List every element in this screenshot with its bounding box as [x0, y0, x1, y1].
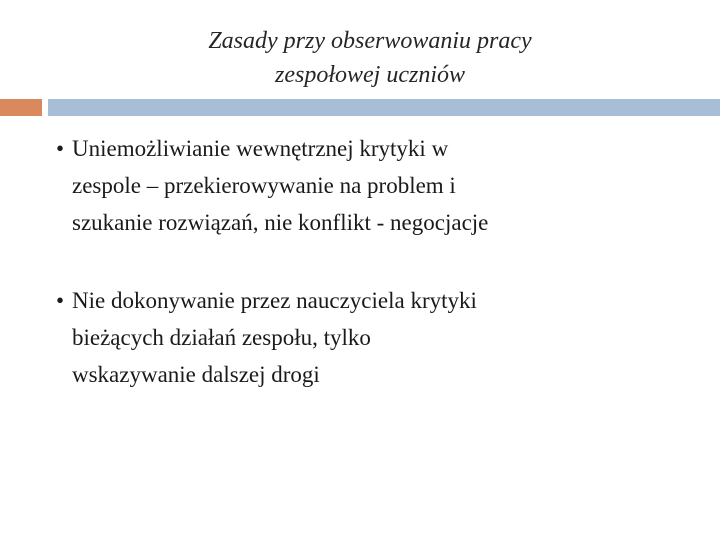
- accent-bar-orange: [0, 99, 42, 116]
- bullet-1-line-1: Uniemożliwianie wewnętrznej krytyki w: [72, 136, 449, 161]
- slide-title: [0, 24, 720, 92]
- bullet-2-line-1: Nie dokonywanie przez nauczyciela krytyki: [72, 288, 477, 313]
- bullet-item-1: [56, 130, 676, 241]
- bullet-2-line-3: wskazywanie dalszej drogi: [72, 362, 320, 387]
- bullet-1-line-2: zespole – przekierowywanie na problem i: [72, 173, 456, 198]
- accent-bar-blue: [48, 99, 720, 116]
- slide-title-line-2: zespołowej uczniów: [275, 62, 465, 88]
- bullet-icon: •: [56, 136, 65, 161]
- bullet-list: [56, 130, 676, 434]
- bullet-icon: •: [56, 288, 65, 313]
- bullet-2-line-2: bieżących działań zespołu, tylko: [72, 325, 371, 350]
- bullet-1-line-3: szukanie rozwiązań, nie konflikt - negocjacje: [72, 210, 489, 235]
- slide-title-line-1: Zasady przy obserwowaniu pracy: [208, 28, 532, 54]
- bullet-item-2: [56, 282, 676, 393]
